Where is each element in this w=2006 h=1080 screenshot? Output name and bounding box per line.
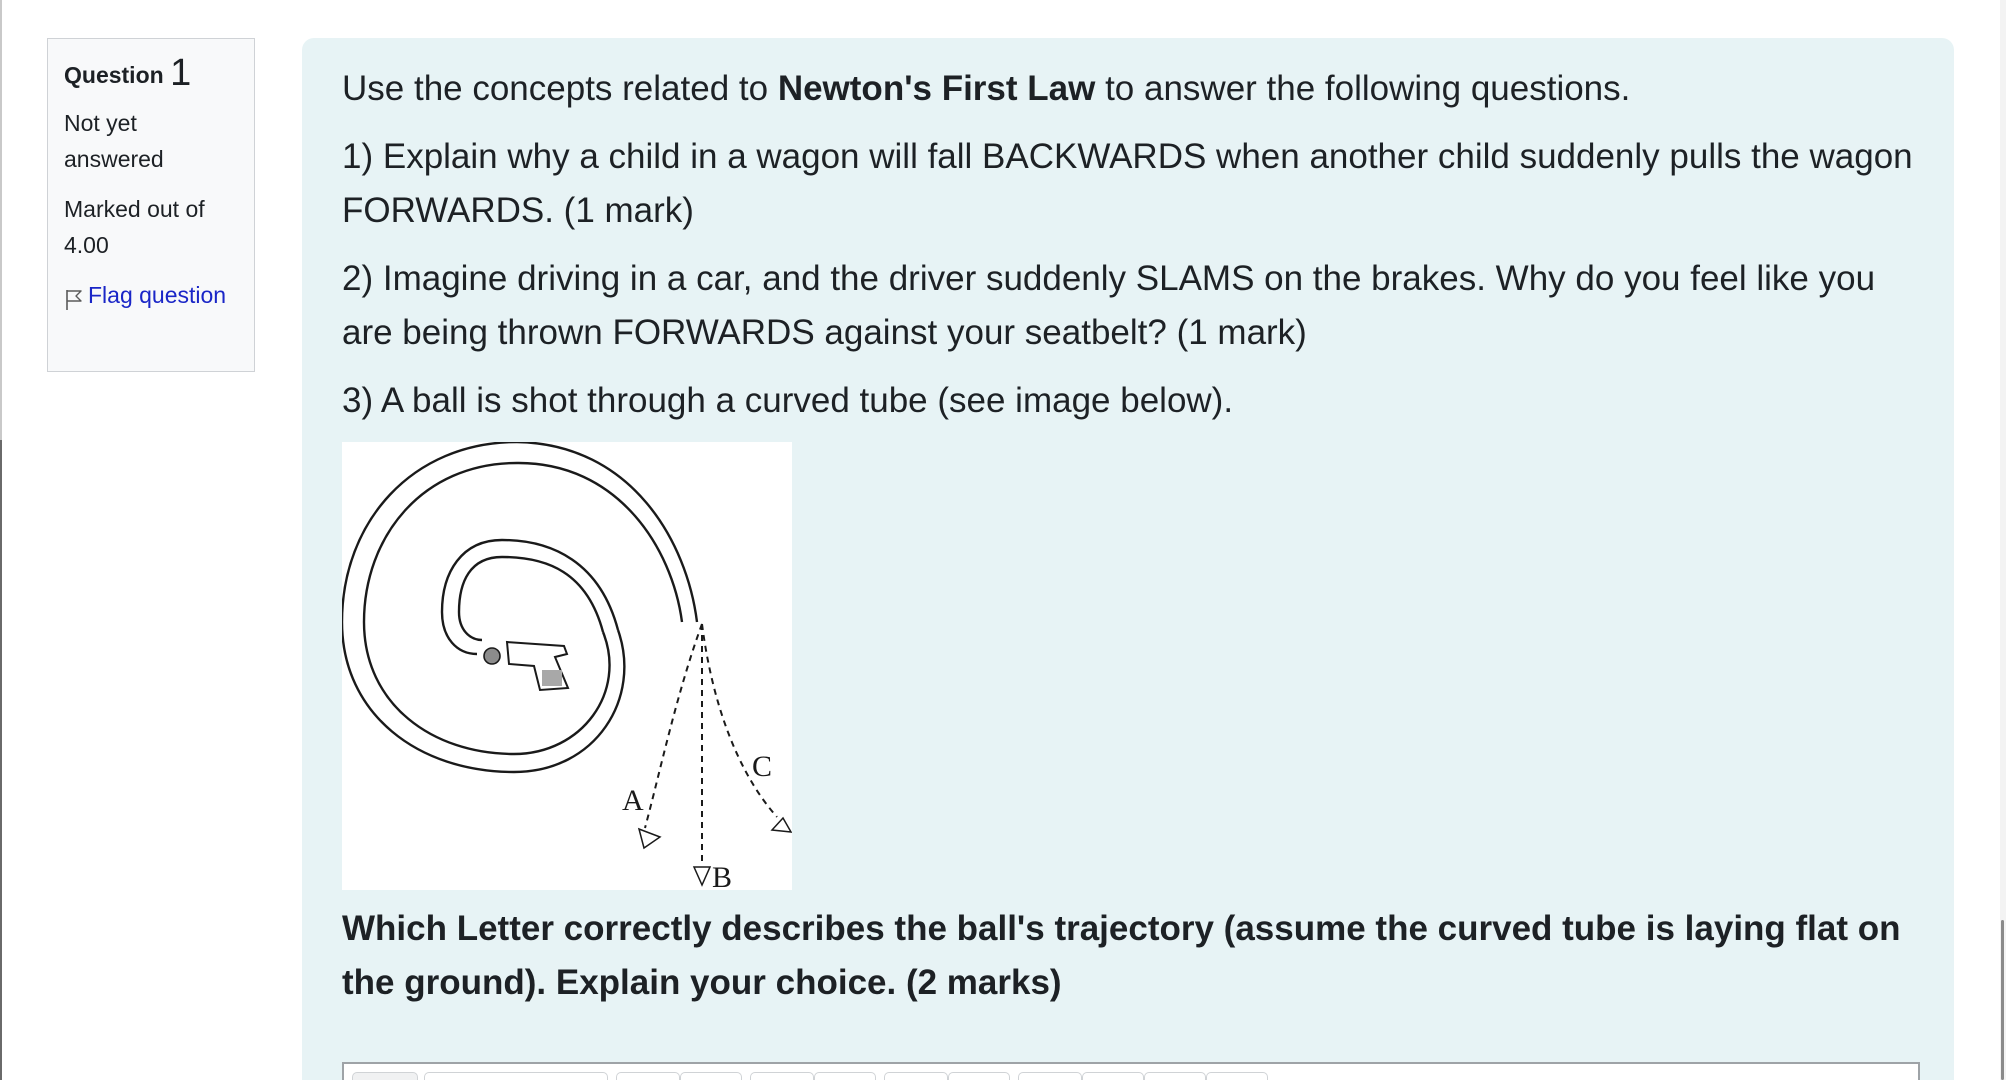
trajectory-a-line [645, 624, 702, 828]
tube-outer-wall [342, 442, 697, 772]
editor-toolbar-button[interactable] [1082, 1072, 1144, 1080]
tube-inner-coil [442, 540, 618, 654]
sub-question-2: 2) Imagine driving in a car, and the driver suddenly SLAMS on the brakes. Why do you feel like you are being thrown FORWARDS against your seatbelt? (1 mark) [342, 259, 1876, 352]
flag-question-link[interactable] [64, 277, 238, 321]
tube-inner-wall [364, 463, 682, 754]
answer-editor[interactable] [342, 1062, 1920, 1080]
trajectory-label-c: C [752, 750, 773, 783]
intro-text-end: to answer the following questions. [1095, 69, 1631, 108]
intro-text-start: Use the concepts related to [342, 69, 778, 108]
question-label: Question [64, 62, 164, 88]
tube-inner-coil-2 [459, 557, 603, 640]
editor-toolbar-dropdown[interactable] [424, 1072, 608, 1080]
question-info-panel [47, 38, 255, 372]
ball-icon [484, 648, 500, 664]
editor-toolbar-button[interactable] [814, 1072, 876, 1080]
editor-toolbar-button[interactable] [1206, 1072, 1268, 1080]
scrollbar-thumb[interactable] [2001, 920, 2004, 1080]
trajectory-label-b: B [712, 861, 733, 890]
question-intro [342, 62, 1922, 116]
editor-toolbar-button[interactable] [1018, 1072, 1082, 1080]
arrowhead-c [772, 818, 791, 832]
intro-emphasis: Newton's First Law [777, 69, 1096, 108]
editor-toolbar-button[interactable] [948, 1072, 1010, 1080]
arrowhead-a [639, 829, 660, 848]
editor-toolbar-button[interactable] [884, 1072, 948, 1080]
scrollbar[interactable] [2000, 0, 2006, 1080]
question-number: 1 [170, 52, 192, 94]
curved-tube-diagram [342, 442, 792, 890]
question-grade: Marked out of 4.00 [64, 196, 205, 258]
editor-toolbar-button[interactable] [352, 1072, 418, 1080]
editor-toolbar-button[interactable] [616, 1072, 680, 1080]
sub-question-3: 3) A ball is shot through a curved tube (see image below). [342, 381, 1234, 420]
final-question: Which Letter correctly describes the ball's trajectory (assume the curved tube is laying flat on the ground). Explain your choice. (2 marks) [342, 909, 1901, 1002]
trajectory-label-a: A [622, 784, 644, 817]
window-left-edge [0, 0, 2, 1080]
question-content [302, 38, 1954, 1080]
editor-toolbar-button[interactable] [1144, 1072, 1206, 1080]
question-title [64, 53, 238, 95]
editor-toolbar-button[interactable] [680, 1072, 742, 1080]
trajectory-c-line [702, 624, 777, 817]
launcher-icon [507, 642, 568, 690]
sub-question-1: 1) Explain why a child in a wagon will fall BACKWARDS when another child suddenly pulls the wagon FORWARDS. (1 mark) [342, 137, 1913, 230]
flag-question-label[interactable]: Flag question [88, 282, 227, 308]
arrowhead-b [694, 867, 710, 885]
editor-toolbar-button[interactable] [750, 1072, 814, 1080]
flag-icon[interactable] [64, 277, 88, 321]
question-state: Not yet answered [64, 110, 164, 172]
